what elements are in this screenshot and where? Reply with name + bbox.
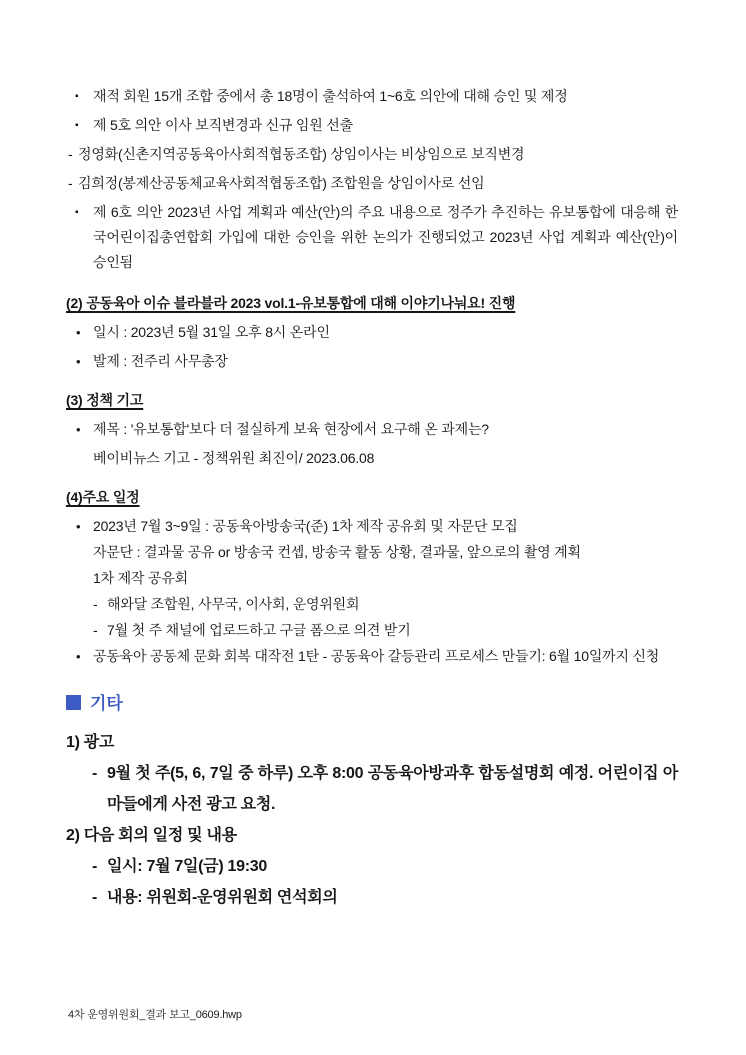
square-bullet-icon: ▪: [75, 207, 79, 218]
list-item-square: [66, 113, 678, 138]
dash-bullet-icon: -: [92, 765, 98, 782]
list-item-dash-text: 김희정(봉제산공동체교육사회적협동조합) 조합원을 상임이사로 선임: [78, 175, 485, 191]
dash-bullet-icon: -: [93, 596, 98, 612]
list-item-dot: [66, 417, 678, 442]
blank-line: [66, 279, 678, 291]
dash-bullet-icon: -: [92, 889, 98, 906]
footer-filename: 4차 운영위원회_결과 보고_0609.hwp: [68, 1009, 242, 1021]
blue-square-icon: [66, 695, 81, 710]
square-bullet-icon: ▪: [75, 91, 79, 102]
list-item-square-text: 재적 회원 15개 조합 중에서 총 18명이 출석하여 1~6호 의안에 대해 승인 및 제정: [93, 88, 568, 104]
list-item-square: [66, 200, 678, 275]
blank-line: [66, 670, 678, 694]
list-item-dash-bold-text: 일시: 7월 7일(금) 19:30: [107, 858, 267, 875]
list-item-dot-text: 일시 : 2023년 5월 31일 오후 8시 온라인: [93, 324, 330, 340]
list-item-dot: [66, 514, 678, 539]
list-item-dash: [66, 142, 678, 167]
paragraph-indented: [66, 566, 678, 591]
section-heading: [66, 388, 678, 413]
list-item-dot: [66, 644, 678, 669]
list-item-dash-sub: [66, 592, 678, 617]
dash-bullet-icon: -: [92, 858, 98, 875]
section-heading: [66, 485, 678, 510]
list-item-dash-sub: [66, 618, 678, 643]
paragraph-indented: [66, 446, 678, 471]
dot-bullet-icon: •: [76, 519, 81, 534]
list-item-dash-text: 정영화(신촌지역공동육아사회적협동조합) 상임이사는 비상임으로 보직변경: [78, 146, 525, 162]
document-body: [66, 84, 678, 913]
dash-bullet-icon: -: [68, 146, 73, 162]
list-item-dot-text: 2023년 7월 3~9일 : 공동육아방송국(준) 1차 제작 공유회 및 자문단 모집: [93, 518, 518, 534]
paragraph-indented-text: 자문단 : 결과물 공유 or 방송국 컨셉, 방송국 활동 상황, 결과물, 앞으로의 촬영 계획: [93, 544, 581, 560]
blank-line: [66, 378, 678, 388]
list-item-dot: [66, 320, 678, 345]
numbered-item-text: 1) 광고: [66, 734, 115, 751]
list-item-square: [66, 84, 678, 109]
numbered-item: [66, 820, 678, 851]
list-item-dash-sub-text: 7월 첫 주 채널에 업로드하고 구글 폼으로 의견 받기: [107, 622, 411, 638]
list-item-dot-text: 공동육아 공동체 문화 회복 대작전 1탄 - 공동육아 갈등관리 프로세스 만들기: 6월 10일까지 신청: [93, 648, 660, 664]
list-item-dash: [66, 171, 678, 196]
list-item-dot-text: 제목 : '유보통합'보다 더 절실하게 보육 현장에서 요구해 온 과제는?: [93, 421, 489, 437]
list-item-square-text: 제 6호 의안 2023년 사업 계획과 예산(안)의 주요 내용으로 정주가 추진하는 유보통합에 대응해 한국어린이집총연합회 가입에 대한 승인을 위한 논의가 진행되었고 2023년 사업 계획과 예산(안)이 승인됨: [93, 204, 678, 270]
dot-bullet-icon: •: [76, 649, 81, 664]
list-item-dash-bold: [66, 882, 678, 913]
numbered-item-text: 2) 다음 회의 일정 및 내용: [66, 827, 237, 844]
blank-line: [66, 475, 678, 485]
section-heading: [66, 291, 678, 316]
dash-bullet-icon: -: [93, 622, 98, 638]
section-header-etc: [66, 694, 678, 714]
section-header-etc-text: 기타: [90, 694, 123, 713]
dot-bullet-icon: •: [76, 325, 81, 340]
list-item-square-text: 제 5호 의안 이사 보직변경과 신규 임원 선출: [93, 117, 353, 133]
paragraph-indented: [66, 540, 678, 565]
list-item-dash-bold-text: 내용: 위원회-운영위원회 연석회의: [107, 889, 338, 906]
list-item-dot: [66, 349, 678, 374]
list-item-dash-bold: [66, 758, 678, 820]
numbered-item: [66, 727, 678, 758]
list-item-dash-bold-text: 9월 첫 주(5, 6, 7일 중 하루) 오후 8:00 공동육아방과후 합동설명회 예정. 어린이집 아마들에게 사전 광고 요청.: [107, 765, 678, 813]
list-item-dash-bold: [66, 851, 678, 882]
dot-bullet-icon: •: [76, 354, 81, 369]
dash-bullet-icon: -: [68, 175, 73, 191]
square-bullet-icon: ▪: [75, 120, 79, 131]
section-heading-text: (4)주요 일정: [66, 489, 140, 505]
paragraph-indented-text: 베이비뉴스 기고 - 정책위원 최진이/ 2023.06.08: [93, 450, 375, 466]
paragraph-indented-text: 1차 제작 공유회: [93, 570, 188, 586]
dot-bullet-icon: •: [76, 422, 81, 437]
list-item-dash-sub-text: 해와달 조합원, 사무국, 이사회, 운영위원회: [107, 596, 360, 612]
section-heading-text: (2) 공동육아 이슈 블라블라 2023 vol.1-유보통합에 대해 이야기나눠요! 진행: [66, 295, 516, 311]
section-heading-text: (3) 정책 기고: [66, 392, 144, 408]
list-item-dot-text: 발제 : 전주리 사무총장: [93, 353, 228, 369]
